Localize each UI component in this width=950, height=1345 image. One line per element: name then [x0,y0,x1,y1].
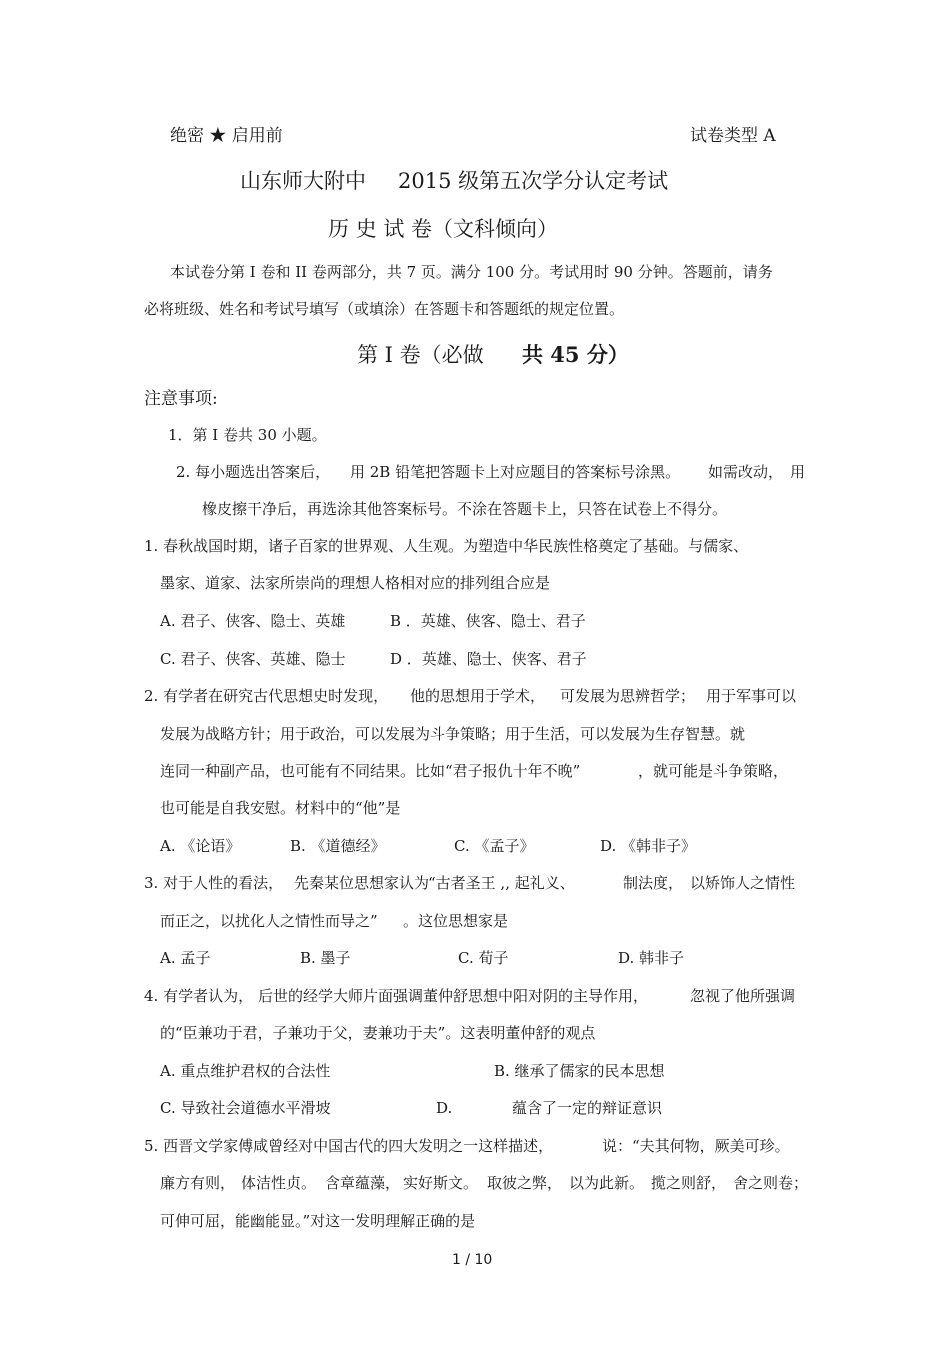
question-4-option-b: B. 继承了儒家的民本思想 [494,1062,665,1080]
question-4-stem-line-2: 的“臣兼功于君，子兼功于父，妻兼功于夫”。这表明董仲舒的观点 [160,1024,596,1042]
question-1-option-d: D ．英雄、隐士、侠客、君子 [390,650,587,668]
question-1-option-b: B ．英雄、侠客、隐士、君子 [390,612,586,630]
section-title-part-1: 第 I 卷（必做 [357,343,484,367]
question-3-option-d: D. 韩非子 [618,949,685,967]
question-5-stem-line-2-b: 体洁性贞。 [241,1174,317,1192]
note-item-2-part-a: 2. 每小题选出答案后， [176,463,331,481]
question-5-stem-line-3: 可伸可屈，能幽能显。”对这一发明理解正确的是 [160,1212,476,1230]
question-2-option-a: A. 《论语》 [160,837,241,855]
notes-heading: 注意事项: [144,389,218,409]
question-5-stem-line-2-a: 廉方有则， [160,1174,236,1192]
question-5-stem-line-2-e: 取彼之弊， [487,1174,563,1192]
question-5-stem-line-2-g: 揽之则舒， [651,1174,727,1192]
note-item-2-part-c: 如需改动， [708,463,784,481]
exam-title: 2015 级第五次学分认定考试 [398,169,669,193]
question-3-stem-line-2-b: 。这位思想家是 [403,912,509,930]
question-2-option-b: B. 《道德经》 [290,837,386,855]
intro-line-2: 必将班级、姓名和考试号填写（或填涂）在答题卡和答题纸的规定位置。 [144,300,625,318]
question-3-stem-line-1-b: 先秦某位思想家认为 [294,874,430,892]
question-2-option-d: D. 《韩非子》 [600,837,697,855]
question-5-stem-line-2-d: 实好斯文。 [403,1174,479,1192]
question-1-option-a: A. 君子、侠客、隐士、英雄 [160,612,346,630]
question-3-stem-line-1-e: 以矫饰人之情性 [690,874,796,892]
confidential-label: 绝密 ★ 启用前 [170,126,283,146]
question-3-option-c: C. 荀子 [458,949,509,967]
question-5-stem-line-2-h: 舍之则卷； [733,1174,809,1192]
question-2-stem-line-1-b: 他的思想用于学术， [410,687,546,705]
question-3-stem-line-1-d: 制法度， [623,874,684,892]
question-2-stem-line-1-d: 用于军事可以 [706,687,797,705]
intro-line-1: 本试卷分第 I 卷和 II 卷两部分，共 7 页。满分 100 分。考试用时 90 分钟。答题前，请务 [170,263,773,281]
question-2-stem-line-2: 发展为战略方针；用于政治，可以发展为斗争策略；用于生活，可以发展为生存智慧。就 [160,725,746,743]
question-5-stem-line-1-b: 说：“夫其何物，厥美可珍。 [602,1137,790,1155]
question-4-stem-line-1-b: 后世的经学大师片面强调董仲舒思想中阳对阴的主导作用， [258,987,649,1005]
question-2-option-c: C. 《孟子》 [454,837,535,855]
page-number: 1 / 10 [452,1252,493,1268]
question-4-stem-line-1-a: 4. 有学者认为， [144,987,254,1005]
question-4-option-d-text: 蕴含了一定的辩证意识 [512,1099,663,1117]
question-2-stem-line-1-a: 2. 有学者在研究古代思想史时发现， [144,687,389,705]
question-3-option-a: A. 孟子 [160,949,211,967]
question-3-stem-line-1-a: 3. 对于人性的看法， [144,874,284,892]
question-2-stem-line-3-b: ，就可能是斗争策略， [638,762,789,780]
note-item-2-part-b: 用 2B 铅笔把答题卡上对应题目的答案标号涂黑。 [350,463,681,481]
question-5-stem-line-1-a: 5. 西晋文学家傅咸曾经对中国古代的四大发明之一这样描述， [144,1137,554,1155]
question-2-stem-line-4: 也可能是自我安慰。材料中的“他”是 [160,799,401,817]
question-2-stem-line-3-a: 连同一种副产品，也可能有不同结果。比如“君子报仇十年不晚” [160,762,581,780]
question-1-stem-line-2: 墨家、道家、法家所崇尚的理想人格相对应的排列组合应是 [160,574,551,592]
school-name: 山东师大附中 [240,169,366,193]
question-3-stem-line-2-a: 而正之，以扰化人之情性而导之” [160,912,378,930]
question-5-stem-line-2-c: 含章蕴藻， [325,1174,401,1192]
section-title-part-2: 共 45 分） [522,342,629,367]
question-4-stem-line-1-c: 忽视了他所强调 [690,987,796,1005]
question-3-stem-line-1-c: “古者圣王 ,, 起礼义、 [428,874,575,892]
subject-title: 历 史 试 卷（文科倾向） [328,217,559,241]
paper-type-label: 试卷类型 A [690,126,776,146]
question-4-option-d-label: D. [436,1099,453,1117]
note-item-2-part-d: 用 [790,463,806,481]
question-5-stem-line-2-f: 以为此新。 [569,1174,645,1192]
question-4-option-c: C. 导致社会道德水平滑坡 [160,1099,331,1117]
question-1-option-c: C. 君子、侠客、英雄、隐士 [160,650,346,668]
question-3-option-b: B. 墨子 [300,949,351,967]
note-item-1: 1．第 I 卷共 30 小题。 [168,426,327,444]
note-item-2-part-e: 橡皮擦干净后，再选涂其他答案标号。不涂在答题卡上，只答在试卷上不得分。 [202,500,728,518]
question-2-stem-line-1-c: 可发展为思辨哲学； [560,687,696,705]
question-1-stem-line-1: 1. 春秋战国时期，诸子百家的世界观、人生观。为塑造中华民族性格奠定了基础。与儒家、 [144,537,749,555]
question-4-option-a: A. 重点维护君权的合法性 [160,1062,331,1080]
